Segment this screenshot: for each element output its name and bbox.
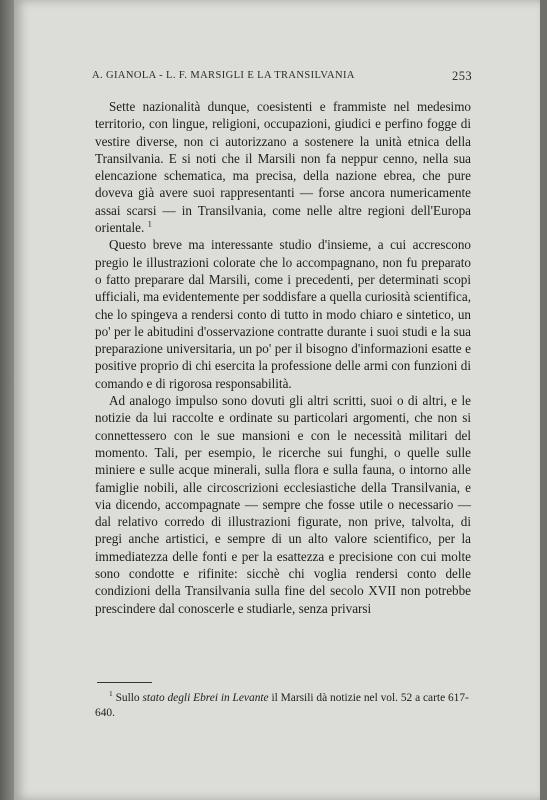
paragraph-1: [95, 98, 471, 236]
page-number: 253: [452, 69, 472, 83]
footnote-ref: 1: [147, 218, 152, 229]
paragraph-2: Questo breve ma interessante studio d'insieme, a cui accrescono pregio le illustrazioni colorate che lo accompagnano, non fu preparato o fatto preparare dal Marsili, come i precedenti, per determinati scopi ufficiali, ma evidentemente per soddisfare a quella curiosità scientifica, che lo spingeva a rendersi conto di tutto in modo chiaro e sintetico, un po' per le abitudini d'osservazione contratte durante i suoi studi e la sua preparazione universitaria, un po' per il bisogno d'informazioni esatte e positive proprio di chi esercita la professione delle armi con funzioni di comando e di rigorosa responsabilità.: [95, 237, 471, 391]
body-text: [95, 98, 471, 617]
running-title: A. GIANOLA - L. F. MARSIGLI E LA TRANSILVANIA: [92, 70, 355, 81]
footnote: [95, 691, 471, 721]
footnote-italic: stato degli Ebrei in Levante: [142, 692, 269, 704]
footnote-divider: [97, 682, 152, 683]
footnote-after: il Marsili dà notizie nel vol. 52 a carte 617-640.: [95, 692, 469, 719]
footnote-marker: 1: [109, 689, 113, 699]
book-gutter: [0, 0, 14, 800]
paragraph-3: Ad analogo impulso sono dovuti gli altri scritti, suoi o di altri, e le notizie da lui raccolte e ordinate su particolari argomenti, che non si connettessero con le sue mansioni e con le necessità militari del momento. Tali, per esempio, le ricerche sui funghi, o quelle sulle miniere e sulle acque minerali, sulla flora e sulla fauna, o intorno alle famiglie nobili, alle circoscrizioni ecclesiastiche della Transilvania, e via dicendo, accompagnate — sempre che fosse utile o necessario — dal relativo corredo di illustrazioni figurate, non prive, talvolta, di pregi anche artistici, e sempre di un alto valore scientifico, per la immediatezza delle fonti e per la esattezza e precisione con cui molte sono condotte e rifinite: sicchè chi voglia rendersi conto delle condizioni della Transilvania sulla fine del secolo XVII non potrebbe prescindere dal conoscerle e studiarle, senza privarsi: [95, 393, 471, 616]
paragraph-1-text: Sette nazionalità dunque, coesistenti e frammiste nel medesimo territorio, con lingue, religioni, occupazioni, giudici e perfino fogge di vestire diverse, non ci autorizzano a sostenere la unità etnica della Transilvania. E si noti che il Marsili non fa neppur cenno, nella sua elencazione schematica, ma precisa, della nazione ebrea, che pure doveva già avere suoi rappresentanti — forse ancora numericamente assai scarsi — in Transilvania, come nelle altre regioni dell'Europa orientale.: [95, 99, 471, 236]
footnote-before: Sullo: [115, 692, 140, 704]
